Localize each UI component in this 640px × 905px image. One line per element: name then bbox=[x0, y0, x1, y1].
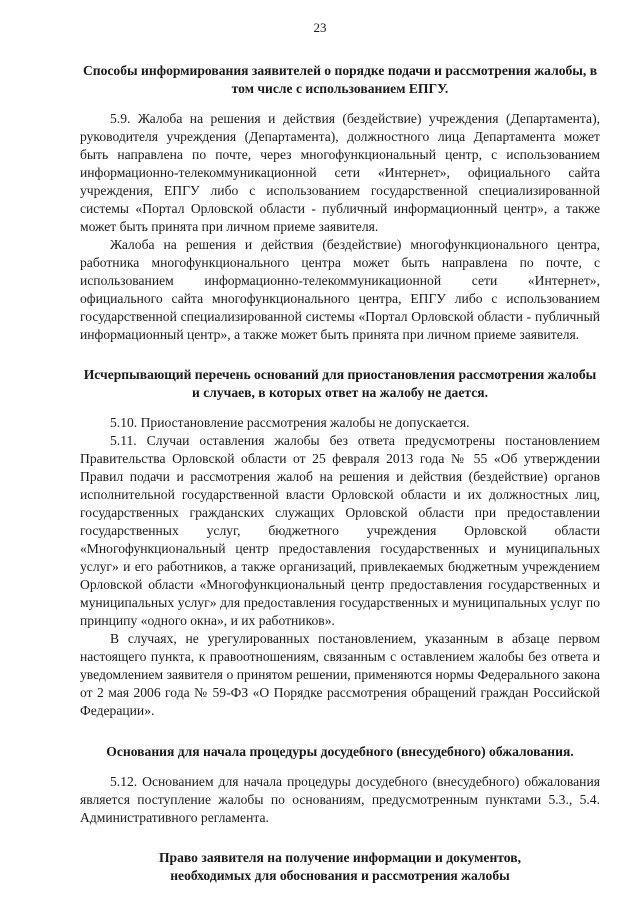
section-heading-right-to-information bbox=[80, 849, 600, 885]
paragraph-5-11: 5.11. Случаи оставления жалобы без ответа предусмотрены постановлением Правительства Орловской области от 25 февраля 2013 года № 55 «Об утверждении Правил подачи и рассмотрения жалоб на решения и действия (бездействие) органов исполнительной государственной власти Орловской области и их должностных лиц, государственных гражданских служащих Орловской области при предоставлении государственных услуг, бюджетного учреждения Орловской области «Многофункциональный центр предоставления государственных и муниципальных услуг» и его работников, а также организаций, привлекаемых бюджетным учреждением Орловской области «Многофункциональный центр предоставления государственных и муниципальных услуг» для предоставления государственных и муниципальных услуг по принципу «одного окна», и их работников». bbox=[80, 433, 600, 628]
paragraph-5-10: 5.10. Приостановление рассмотрения жалобы не допускается. bbox=[110, 415, 470, 430]
heading-line-1: Право заявителя на получение информации и документов, bbox=[158, 850, 521, 865]
section-heading-suspension-grounds: Исчерпывающий перечень оснований для приостановления рассмотрения жалобы и случаев, в которых ответ на жалобу не дается. bbox=[83, 367, 597, 400]
section-heading-complaint-methods: Способы информирования заявителей о порядке подачи и рассмотрения жалобы, в том числе с использованием ЕПГУ. bbox=[82, 63, 598, 96]
paragraph-5-12: 5.12. Основанием для начала процедуры досудебного (внесудебного) обжалования является поступление жалобы по основаниям, предусмотренным пунктами 5.3., 5.4. Административного регламента. bbox=[80, 774, 600, 825]
paragraph-mfc-complaint: Жалоба на решения и действия (бездействие) многофункционального центра, работника многофункционального центра может быть направлена по почте, с использованием информационно-телекоммуникационной сети «Интернет», официального сайта многофункционального центра, ЕПГУ либо с использованием государственной специализированной системы «Портал Орловской области - публичный информационный центр», а также может быть принята при личном приеме заявителя. bbox=[80, 237, 600, 342]
paragraph-unregulated-cases: В случаях, не урегулированных постановлением, указанным в абзаце первом настоящего пункта, к правоотношениям, связанным с оставлением жалобы без ответа и уведомлением заявителя о принятом решении, применяются нормы Федерального закона от 2 мая 2006 года № 59-ФЗ «О Порядке рассмотрения обращений граждан Российской Федерации». bbox=[80, 631, 600, 718]
paragraph-5-9: 5.9. Жалоба на решения и действия (бездействие) учреждения (Департамента), руководителя учреждения (Департамента), должностного лица Департамента может быть направлена по почте, через многофункциональный центр, с использованием информационно-телекоммуникационной сети «Интернет», официального сайта учреждения, ЕПГУ либо с использованием государственной специализированной системы «Портал Орловской области - публичный информационный центр», а также может быть принята при личном приеме заявителя. bbox=[80, 111, 600, 234]
page-number: 23 bbox=[313, 20, 327, 35]
document-body bbox=[80, 62, 600, 885]
heading-line-2: необходимых для обоснования и рассмотрения жалобы bbox=[170, 868, 510, 883]
section-heading-appeal-grounds: Основания для начала процедуры досудебного (внесудебного) обжалования. bbox=[106, 744, 574, 759]
